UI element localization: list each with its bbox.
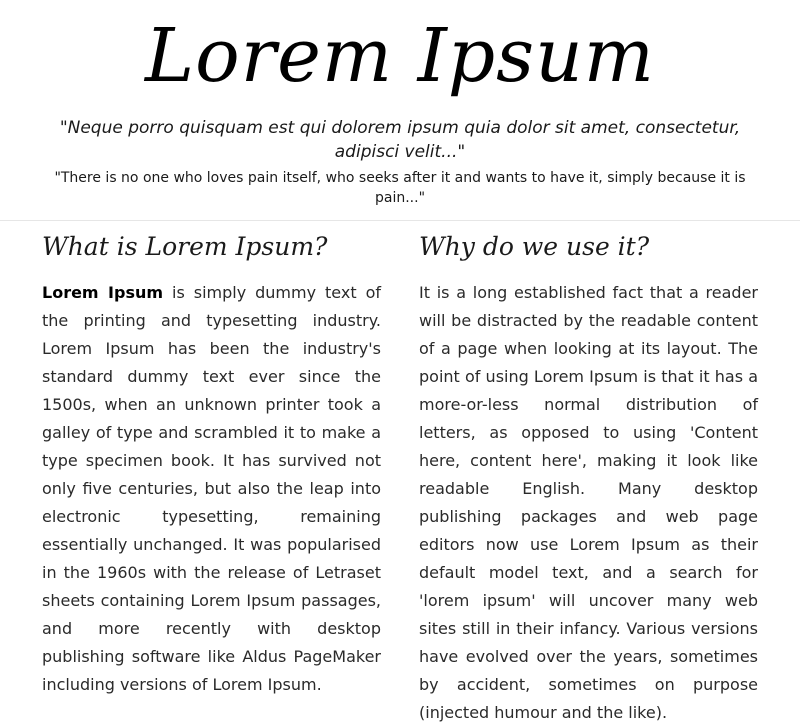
section-why-do-we-use-it: [419, 229, 758, 727]
section-heading: Why do we use it?: [419, 232, 650, 261]
section-heading: What is Lorem Ipsum?: [42, 232, 328, 261]
latin-quote: "Neque porro quisquam est qui dolorem ipsum quia dolor sit amet, consectetur, adipisci velit...": [59, 118, 741, 162]
header-divider: [0, 220, 800, 221]
body-text: It is a long established fact that a reader will be distracted by the readable content of a page when looking at its layout. The point of using Lorem Ipsum is that it has a more-or-less normal distribution of letters, as opposed to using 'Content here, content here', making it look like readable English. Many desktop publishing packages and web page editors now use Lorem Ipsum as their default model text, and a search for 'lorem ipsum' will uncover many web sites still in their infancy. Various versions have evolved over the years, sometimes by accident, sometimes on purpose (injected humour and the like).: [419, 283, 758, 722]
english-quote: "There is no one who loves pain itself, who seeks after it and wants to have it, simply because it is pain...": [54, 170, 746, 206]
section-what-is-lorem-ipsum: [42, 229, 381, 727]
body-text: is simply dummy text of the printing and typesetting industry. Lorem Ipsum has been the industry's standard dummy text ever since the 1500s, when an unknown printer took a galley of type and scrambled it to make a type specimen book. It has survived not only five centuries, but also the leap into electronic typesetting, remaining essentially unchanged. It was popularised in the 1960s with the release of Letraset sheets containing Lorem Ipsum passages, and more recently with desktop publishing software like Aldus PageMaker including versions of Lorem Ipsum.: [42, 283, 381, 694]
page-title: Lorem Ipsum: [145, 13, 655, 99]
section-body: [42, 279, 381, 699]
section-body: [419, 279, 758, 727]
lead-term: Lorem Ipsum: [42, 283, 164, 302]
page-header: [0, 0, 800, 221]
content-columns: [0, 229, 800, 727]
